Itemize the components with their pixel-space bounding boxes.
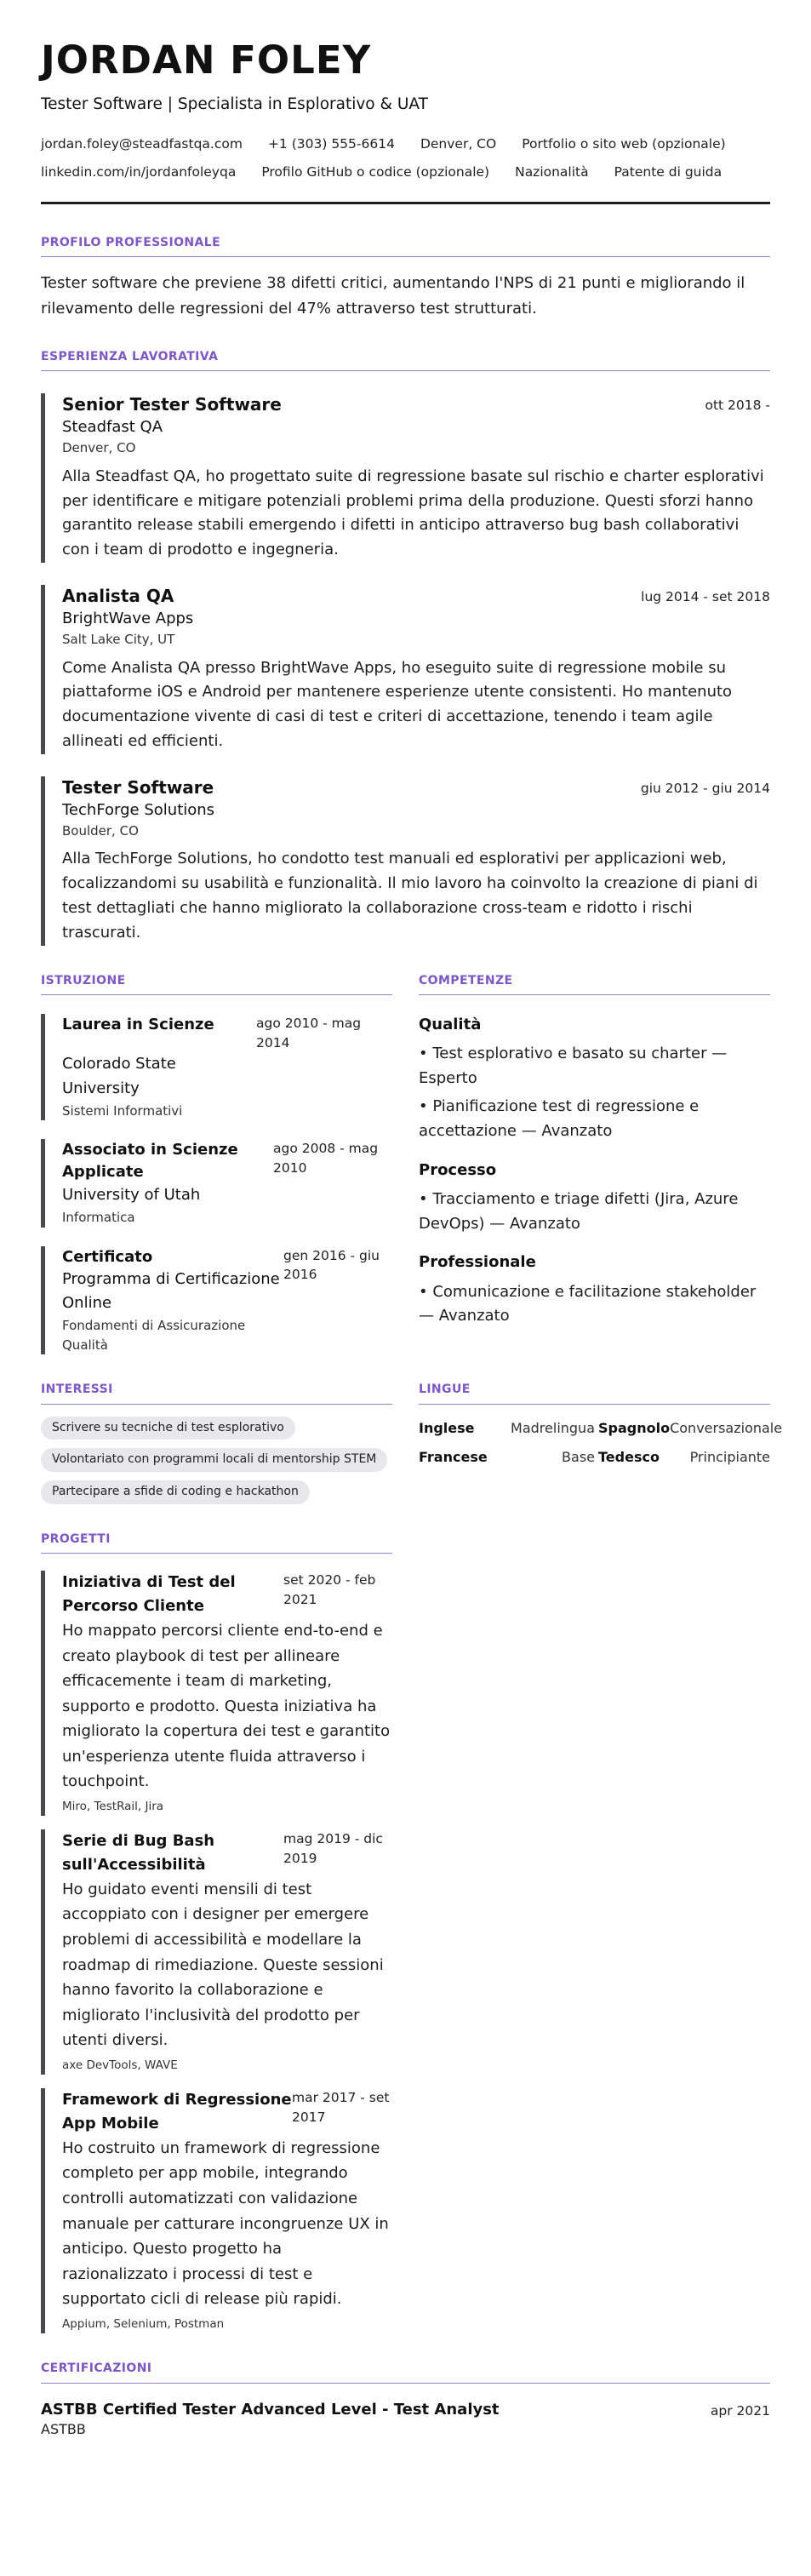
skill-item: • Pianificazione test di regressione e accettazione — Avanzato — [419, 1096, 700, 1140]
project-description: Ho guidato eventi mensili di test accoppiato con i designer per emergere problemi di accessibilità e modellare la roadmap di rimediazione. Queste sessioni hanno favorito la collaborazione e migliorato l'inclusività del prodotto per utenti diversi. — [62, 1880, 384, 2050]
skill-category: Professionale — [419, 1253, 536, 1272]
education-skills-row — [41, 973, 770, 1355]
certification-name: ASTBB Certified Tester Advanced Level - Test Analyst — [41, 2400, 500, 2419]
project-description: Ho costruito un framework di regressione completo per app mobile, integrando controlli automatizzati con validazione manuale per catturare incongruenze UX in anticipo. Questo progetto ha razionalizzato i processi di test e supportato cicli di release più rapidi. — [62, 2138, 389, 2309]
language-name: Inglese — [419, 1419, 475, 1436]
interests-languages-row — [41, 1382, 783, 1503]
job-description: Come Analista QA presso BrightWave Apps, ho eseguito suite di regressione mobile su piattaforme iOS e Android per mantenere esperienze utente consistenti. Ho mantenuto documentazione vivente di casi di test e criteri di accettazione, tenendo i team agile allineati ed efficienti. — [62, 658, 733, 751]
job-description: Alla Steadfast QA, ho progettato suite di regressione basate sul rischio e charter esplorativi per identificare e mitigare potenziali problemi prima della produzione. Questi sforzi hanno garantito release stabili emergendo i difetti in anticipo attraverso bug bash collaborativi con i team di prodotto e ingegneria. — [62, 467, 764, 559]
job-title: Senior Tester Software — [62, 394, 282, 415]
contact-portfolio[interactable]: Portfolio o sito web (opzionale) — [522, 136, 726, 152]
job-location: Boulder, CO — [62, 822, 139, 839]
profile-section-title: PROFILO PROFESSIONALE — [41, 235, 770, 258]
company-name: Steadfast QA — [62, 418, 163, 437]
profile-summary: Tester software che previene 38 difetti critici, aumentando l'NPS di 21 punti e migliorando il rilevamento delle regressioni del 47% attraverso test strutturati. — [41, 274, 745, 318]
education-entry — [41, 1246, 392, 1355]
contact-nationality: Nazionalità — [515, 163, 589, 180]
skill-group — [419, 1251, 770, 1329]
education-section — [41, 973, 392, 1355]
contact-row-primary — [41, 134, 770, 155]
project-title: Framework di Regressione App Mobile — [62, 2091, 292, 2133]
certification-entry — [41, 2399, 770, 2440]
field-of-study: Sistemi Informativi — [62, 1102, 183, 1119]
resume-header — [41, 39, 770, 204]
language-row — [419, 1447, 770, 1468]
project-title: Iniziativa di Test del Percorso Cliente — [62, 1573, 236, 1616]
job-description: Alla TechForge Solutions, ho condotto test manuali ed esplorativi per applicazioni web, focalizzandomi su usabilità e funzionalità. Il mio lavoro ha coinvolto la creazione di piani di test dettagliati che hanno migliorato la collaborazione cross-team e ridotto i rischi trascurati. — [62, 850, 758, 942]
skill-category: Qualità — [419, 1016, 482, 1034]
project-tech: axe DevTools, WAVE — [62, 2058, 178, 2072]
education-dates: ago 2010 - mag 2014 — [256, 1016, 362, 1050]
degree-title: Certificato — [62, 1247, 153, 1266]
education-section-title: ISTRUZIONE — [41, 973, 392, 996]
contact-row-secondary — [41, 162, 770, 183]
experience-entry — [41, 776, 770, 946]
degree-title: Associato in Scienze Applicate — [62, 1141, 238, 1182]
skill-group — [419, 1159, 770, 1237]
certifications-section-title: CERTIFICAZIONI — [41, 2361, 770, 2384]
projects-section — [41, 1531, 392, 2334]
job-location: Salt Lake City, UT — [62, 632, 175, 648]
experience-entry — [41, 585, 770, 754]
language-name: Francese — [419, 1448, 488, 1465]
job-title: Tester Software — [62, 776, 214, 798]
certification-date: apr 2021 — [710, 2402, 770, 2419]
language-level: Base — [562, 1448, 595, 1465]
education-dates: gen 2016 - giu 2016 — [283, 1247, 380, 1283]
job-title: Analista QA — [62, 586, 174, 607]
project-entry — [41, 1571, 392, 1816]
contact-email[interactable]: jordan.foley@steadfastqa.com — [41, 136, 243, 152]
school-name: Colorado State University — [62, 1055, 176, 1097]
languages-section — [419, 1382, 783, 1503]
contact-license: Patente di guida — [614, 163, 722, 180]
job-dates: giu 2012 - giu 2014 — [640, 780, 770, 796]
interest-tag: Partecipare a sfide di coding e hackathon — [41, 1480, 310, 1504]
skill-group — [419, 1014, 770, 1143]
headline: Tester Software | Specialista in Esplorativo & UAT — [41, 94, 428, 113]
experience-section — [41, 349, 770, 946]
school-name: University of Utah — [62, 1186, 201, 1205]
interests-section — [41, 1382, 392, 1503]
contact-linkedin[interactable]: linkedin.com/in/jordanfoleyqa — [41, 163, 237, 180]
projects-section-title: PROGETTI — [41, 1531, 392, 1554]
language-name: Spagnolo — [598, 1419, 671, 1436]
project-title: Serie di Bug Bash sull'Accessibilità — [62, 1832, 215, 1875]
job-dates: lug 2014 - set 2018 — [641, 589, 770, 605]
project-entry — [41, 1829, 392, 2075]
profile-section — [41, 235, 770, 322]
job-location: Denver, CO — [62, 440, 136, 456]
project-description: Ho mappato percorsi cliente end-to-end e creato playbook di test per allineare efficacemente i team di marketing, supporto e prodotto. Questa iniziativa ha migliorato la copertura dei test e garantito un'esperienza utente fluida attraverso i touchpoint. — [62, 1621, 391, 1791]
project-dates: mar 2017 - set 2017 — [292, 2090, 390, 2126]
project-dates: set 2020 - feb 2021 — [283, 1572, 376, 1608]
certifications-section — [41, 2361, 770, 2439]
skill-item: • Comunicazione e facilitazione stakeholder — Avanzato — [419, 1282, 757, 1325]
project-entry — [41, 2088, 392, 2333]
company-name: TechForge Solutions — [62, 800, 215, 819]
project-tech: Miro, TestRail, Jira — [62, 1799, 164, 1813]
interests-section-title: INTERESSI — [41, 1382, 392, 1405]
education-entry — [41, 1139, 392, 1227]
language-level: Madrelingua — [511, 1419, 595, 1436]
interest-tag: Volontariato con programmi locali di mentorship STEM — [41, 1448, 387, 1472]
contact-location: Denver, CO — [420, 136, 497, 152]
contact-phone[interactable]: +1 (303) 555-6614 — [267, 136, 395, 152]
skill-item: • Test esplorativo e basato su charter — Esperto — [419, 1045, 728, 1088]
company-name: BrightWave Apps — [62, 610, 194, 628]
skills-section-title: COMPETENZE — [419, 973, 770, 996]
experience-section-title: ESPERIENZA LAVORATIVA — [41, 349, 770, 372]
language-row — [419, 1418, 783, 1439]
education-entry — [41, 1014, 392, 1120]
candidate-name: JORDAN FOLEY — [41, 37, 372, 83]
interest-tag: Scrivere su tecniche di test esplorativo — [41, 1417, 295, 1440]
certification-issuer: ASTBB — [41, 2420, 86, 2437]
skill-category: Processo — [419, 1160, 497, 1179]
education-dates: ago 2008 - mag 2010 — [273, 1141, 379, 1176]
school-name: Programma di Certificazione Online — [62, 1269, 280, 1313]
skills-section — [419, 973, 770, 1355]
languages-section-title: LINGUE — [419, 1382, 770, 1405]
field-of-study: Informatica — [62, 1210, 135, 1226]
skill-item: • Tracciamento e triage difetti (Jira, Azure DevOps) — Avanzato — [419, 1189, 739, 1233]
contact-github[interactable]: Profilo GitHub o codice (opzionale) — [261, 163, 490, 180]
job-dates: ott 2018 - — [705, 398, 770, 414]
project-dates: mag 2019 - dic 2019 — [283, 1831, 383, 1867]
project-tech: Appium, Selenium, Postman — [62, 2316, 225, 2331]
field-of-study: Fondamenti di Assicurazione Qualità — [62, 1318, 246, 1353]
degree-title: Laurea in Scienze — [62, 1016, 214, 1034]
language-level: Principiante — [689, 1448, 770, 1465]
language-level: Conversazionale — [670, 1419, 783, 1436]
header-divider — [41, 202, 770, 204]
language-name: Tedesco — [598, 1448, 660, 1465]
experience-entry — [41, 393, 770, 563]
